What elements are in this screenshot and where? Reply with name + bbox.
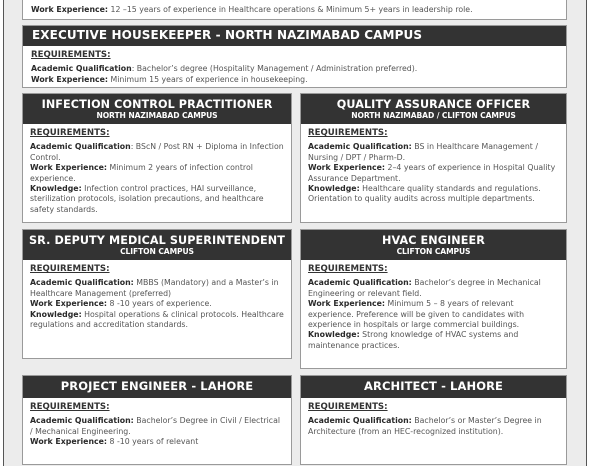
work-experience — [30, 437, 284, 447]
work-experience — [31, 75, 559, 85]
job-campus: NORTH NAZIMABAD / CLIFTON CAMPUS — [351, 111, 516, 120]
knowledge-text: Healthcare quality standards and regulations. Orientation to quality audits across multiple departments. — [308, 184, 541, 204]
job-header — [301, 94, 566, 124]
job-header — [23, 376, 291, 398]
job-header — [23, 26, 566, 46]
academic-text: Bachelor’s or Master’s Degree in Architecture (from an HEC-recognized institution). — [308, 416, 542, 436]
academic-qualification — [308, 278, 559, 299]
knowledge-label: Knowledge: — [308, 184, 360, 194]
work-experience-text: 12 –15 years of experience in Healthcare operations & Minimum 5+ years in leadership role. — [108, 5, 473, 14]
job-campus: CLIFTON CAMPUS — [396, 247, 471, 256]
work-experience — [308, 299, 559, 330]
job-title: EXECUTIVE HOUSEKEEPER - NORTH NAZIMABAD CAMPUS — [32, 28, 423, 42]
knowledge-text: Strong knowledge of HVAC systems and maintenance practices. — [308, 330, 519, 350]
experience-text: Minimum 15 years of experience in housekeeping. — [108, 74, 308, 84]
experience-text: Minimum 2 years of infection control experience. — [30, 163, 253, 183]
requirements-heading: REQUIREMENTS: — [308, 402, 388, 412]
job-card-sr-deputy-medical-superintendent — [22, 229, 292, 359]
academic-label: Academic Qualification: — [30, 416, 134, 426]
job-header — [23, 230, 291, 260]
academic-qualification — [308, 416, 559, 437]
knowledge — [30, 184, 284, 215]
knowledge-label: Knowledge: — [30, 184, 82, 194]
job-card-infection-control-practitioner — [22, 93, 292, 223]
work-experience-label: Work Experience: — [31, 5, 109, 14]
job-card-hvac-engineer — [300, 229, 567, 369]
work-experience — [30, 163, 284, 184]
requirements-heading: REQUIREMENTS: — [308, 264, 388, 274]
job-card-executive-housekeeper — [22, 25, 567, 88]
academic-qualification — [31, 64, 559, 74]
experience-text: 8 -10 years of experience. — [107, 299, 212, 309]
knowledge-label: Knowledge: — [30, 309, 82, 319]
experience-text: 8 -10 years of relevant — [107, 437, 199, 447]
job-title: PROJECT ENGINEER - LAHORE — [60, 379, 254, 393]
academic-text: MBBS (Mandatory) and a Master’s in Healthcare Management (preferred) — [30, 278, 279, 298]
experience-label: Work Experience: — [30, 299, 108, 309]
academic-text: Bachelor’s Degree in Civil / Electrical / Mechanical Engineering. — [30, 416, 281, 436]
knowledge — [308, 184, 559, 205]
job-card-architect-lahore — [300, 375, 567, 465]
knowledge-label: Knowledge: — [308, 330, 360, 340]
academic-label: Academic Qualification — [30, 142, 131, 152]
academic-label: Academic Qualification: — [308, 278, 412, 288]
job-card-quality-assurance-officer — [300, 93, 567, 223]
requirements-heading: REQUIREMENTS: — [30, 128, 110, 138]
experience-label: Work Experience: — [308, 299, 386, 309]
work-experience — [30, 299, 284, 309]
requirements-heading: REQUIREMENTS: — [31, 50, 111, 60]
job-card-project-engineer-lahore — [22, 375, 292, 465]
job-title: QUALITY ASSURANCE OFFICER — [336, 98, 531, 111]
experience-text: Minimum 5 – 8 years of relevant experience. Preference will be given to candidates with experience in hospitals or large commercial buildings. — [308, 299, 525, 330]
work-experience-line — [31, 5, 558, 15]
knowledge-text: Hospital operations & clinical protocols. Healthcare regulations and accreditation standards. — [30, 309, 284, 330]
job-header — [23, 94, 291, 124]
requirements-heading: REQUIREMENTS: — [308, 128, 388, 138]
experience-label: Work Experience: — [30, 163, 108, 173]
academic-text: : Bachelor’s degree (Hospitality Management / Administration preferred). — [131, 64, 418, 74]
experience-text: 2–4 years of experience in Hospital Quality Assurance Department. — [308, 163, 556, 183]
job-title: SR. DEPUTY MEDICAL SUPERINTENDENT — [29, 234, 285, 247]
academic-label: Academic Qualification: — [308, 416, 412, 426]
academic-qualification — [30, 142, 284, 163]
academic-label: Academic Qualification: — [30, 278, 134, 288]
job-title: ARCHITECT - LAHORE — [363, 379, 503, 393]
experience-label: Work Experience: — [308, 163, 386, 173]
academic-label: Academic Qualification — [31, 64, 132, 74]
job-header — [301, 230, 566, 260]
academic-text: Bachelor’s degree in Mechanical Engineering or relevant field. — [308, 278, 541, 298]
knowledge-text: Infection control practices, HAI surveillance, sterilization protocols, isolation precautions, and healthcare safety standards. — [30, 184, 264, 214]
academic-text: : BScN / Post RN + Diploma in Infection Control. — [30, 142, 284, 162]
knowledge — [30, 310, 284, 331]
job-campus: NORTH NAZIMABAD CAMPUS — [96, 111, 218, 120]
work-experience — [308, 163, 559, 184]
academic-qualification — [30, 278, 284, 299]
previous-job-card — [22, 0, 567, 20]
academic-label: Academic Qualification: — [308, 142, 412, 152]
experience-label: Work Experience: — [30, 437, 108, 447]
academic-qualification — [308, 142, 559, 163]
experience-label: Work Experience: — [31, 74, 109, 84]
job-title: INFECTION CONTROL PRACTITIONER — [41, 98, 273, 111]
job-campus: CLIFTON CAMPUS — [120, 247, 194, 256]
academic-text: BS in Healthcare Management / Nursing / DPT / Pharm-D. — [308, 142, 538, 162]
requirements-heading: REQUIREMENTS: — [30, 264, 110, 274]
job-header — [301, 376, 566, 398]
academic-qualification — [30, 416, 284, 437]
job-title: HVAC ENGINEER — [382, 234, 485, 247]
knowledge — [308, 330, 559, 351]
requirements-heading: REQUIREMENTS: — [30, 402, 110, 412]
